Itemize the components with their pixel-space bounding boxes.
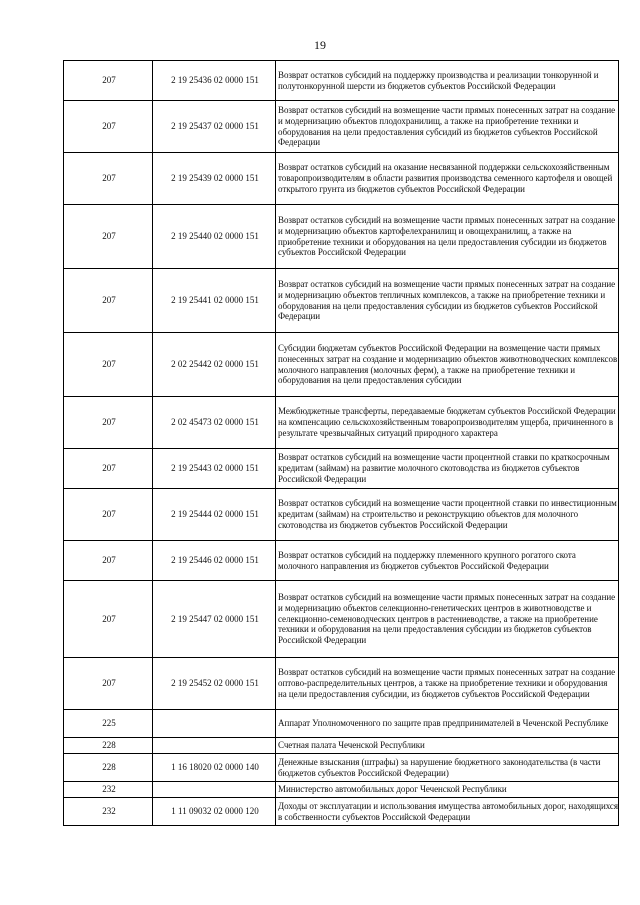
table-row (64, 738, 619, 754)
description-cell: Возврат остатков субсидий на возмещение части процентной ставки по краткосрочным кредитам (займам) на развитие молочного скотоводства из бюджетов субъектов Российской Федерации (276, 449, 619, 489)
description-cell: Возврат остатков субсидий на оказание несвязанной поддержки сельскохозяйственным товаропроизводителям в области развития производства семенного картофеля и овощей открытого грунта из бюджетов субъектов Российской Федерации (276, 153, 619, 205)
budget-code-cell: 2 02 25442 02 0000 151 (153, 333, 276, 397)
budget-code-cell: 2 19 25440 02 0000 151 (153, 205, 276, 269)
table-row (64, 449, 619, 489)
admin-code-cell: 207 (64, 449, 153, 489)
description-cell: Возврат остатков субсидий на возмещение части процентной ставки по инвестиционным кредитам (займам) на строительство и реконструкцию объектов для молочного скотоводства из бюджетов субъектов Российской Федерации (276, 489, 619, 541)
table-row (64, 782, 619, 798)
table-row (64, 269, 619, 333)
budget-code-cell: 2 19 25443 02 0000 151 (153, 449, 276, 489)
table-row (64, 205, 619, 269)
budget-code-cell: 2 19 25436 02 0000 151 (153, 61, 276, 101)
budget-code-cell: 1 11 09032 02 0000 120 (153, 798, 276, 826)
budget-code-cell: 2 19 25444 02 0000 151 (153, 489, 276, 541)
table-row (64, 333, 619, 397)
admin-code-cell: 207 (64, 397, 153, 449)
table-row (64, 658, 619, 710)
budget-code-cell: 2 19 25452 02 0000 151 (153, 658, 276, 710)
budget-code-cell: 2 19 25446 02 0000 151 (153, 541, 276, 581)
table-row (64, 101, 619, 153)
admin-code-cell: 207 (64, 153, 153, 205)
table-row (64, 710, 619, 738)
table-row (64, 153, 619, 205)
budget-code-cell: 2 19 25439 02 0000 151 (153, 153, 276, 205)
admin-code-cell: 232 (64, 798, 153, 826)
description-cell: Возврат остатков субсидий на поддержку производства и реализации тонкорунной и полутонкорунной шерсти из бюджетов субъектов Российской Федерации (276, 61, 619, 101)
description-cell: Возврат остатков субсидий на возмещение части прямых понесенных затрат на создание и модернизацию объектов картофелехранилищ и овощехранилищ, а также на приобретение техники и оборудования на цели предоставления субсидии из бюджетов субъектов Российской Федерации (276, 205, 619, 269)
admin-code-cell: 207 (64, 269, 153, 333)
budget-code-cell: 2 19 25437 02 0000 151 (153, 101, 276, 153)
table-row (64, 798, 619, 826)
page-number: 19 (314, 38, 326, 52)
admin-code-cell: 207 (64, 205, 153, 269)
admin-code-cell: 207 (64, 541, 153, 581)
admin-code-cell: 228 (64, 754, 153, 782)
admin-code-cell: 207 (64, 101, 153, 153)
description-cell: Возврат остатков субсидий на возмещение части прямых понесенных затрат на создание и модернизацию объектов тепличных комплексов, а также на приобретение техники и оборудования на цели предоставления субсидии из бюджетов субъектов Российской Федерации (276, 269, 619, 333)
admin-code-cell: 207 (64, 581, 153, 658)
description-cell: Возврат остатков субсидий на поддержку племенного крупного рогатого скота молочного направления из бюджетов субъектов Российской Федерации (276, 541, 619, 581)
description-cell: Доходы от эксплуатации и использования имущества автомобильных дорог, находящихся в собственности субъектов Российской Федерации (276, 798, 619, 826)
description-cell: Возврат остатков субсидий на возмещение части прямых понесенных затрат на создание и модернизацию объектов селекционно-генетических центров в животноводстве и селекционно-семеноводческих центров в растениеводстве, а также на приобретение техники и оборудования на цели предоставления субсидии из бюджетов субъектов Российской Федерации (276, 581, 619, 658)
admin-code-cell: 207 (64, 658, 153, 710)
admin-code-cell: 207 (64, 333, 153, 397)
budget-code-cell: 1 16 18020 02 0000 140 (153, 754, 276, 782)
table-row (64, 541, 619, 581)
admin-code-cell: 225 (64, 710, 153, 738)
admin-code-cell: 232 (64, 782, 153, 798)
description-cell: Министерство автомобильных дорог Чеченской Республики (276, 782, 619, 798)
budget-code-cell (153, 710, 276, 738)
description-cell: Субсидии бюджетам субъектов Российской Федерации на возмещение части прямых понесенных затрат на создание и модернизацию объектов животноводческих комплексов молочного направления (молочных ферм), а также на приобретение техники и оборудования на цели предоставления субсидии (276, 333, 619, 397)
table-row (64, 581, 619, 658)
budget-code-cell: 2 19 25447 02 0000 151 (153, 581, 276, 658)
admin-code-cell: 228 (64, 738, 153, 754)
budget-code-cell (153, 782, 276, 798)
budget-code-cell: 2 02 45473 02 0000 151 (153, 397, 276, 449)
budget-codes-table (63, 60, 619, 826)
description-cell: Возврат остатков субсидий на возмещение части прямых понесенных затрат на создание и модернизацию объектов плодохранилищ, а также на приобретение техники и оборудования на цели предоставления субсидий из бюджетов субъектов Российской Федерации (276, 101, 619, 153)
table-row (64, 489, 619, 541)
description-cell: Межбюджетные трансферты, передаваемые бюджетам субъектов Российской Федерации на компенсацию сельскохозяйственным товаропроизводителям ущерба, причиненного в результате чрезвычайных ситуаций природного характера (276, 397, 619, 449)
admin-code-cell: 207 (64, 61, 153, 101)
description-cell: Денежные взыскания (штрафы) за нарушение бюджетного законодательства (в части бюджетов субъектов Российской Федерации) (276, 754, 619, 782)
budget-code-cell (153, 738, 276, 754)
table-row (64, 397, 619, 449)
description-cell: Счетная палата Чеченской Республики (276, 738, 619, 754)
admin-code-cell: 207 (64, 489, 153, 541)
table-row (64, 61, 619, 101)
budget-code-cell: 2 19 25441 02 0000 151 (153, 269, 276, 333)
description-cell: Аппарат Уполномоченного по защите прав предпринимателей в Чеченской Республике (276, 710, 619, 738)
table-row (64, 754, 619, 782)
description-cell: Возврат остатков субсидий на возмещение части прямых понесенных затрат на создание оптово-распределительных центров, а также на приобретение техники и оборудования на цели предоставления субсидии, из бюджетов субъектов Российской Федерации (276, 658, 619, 710)
